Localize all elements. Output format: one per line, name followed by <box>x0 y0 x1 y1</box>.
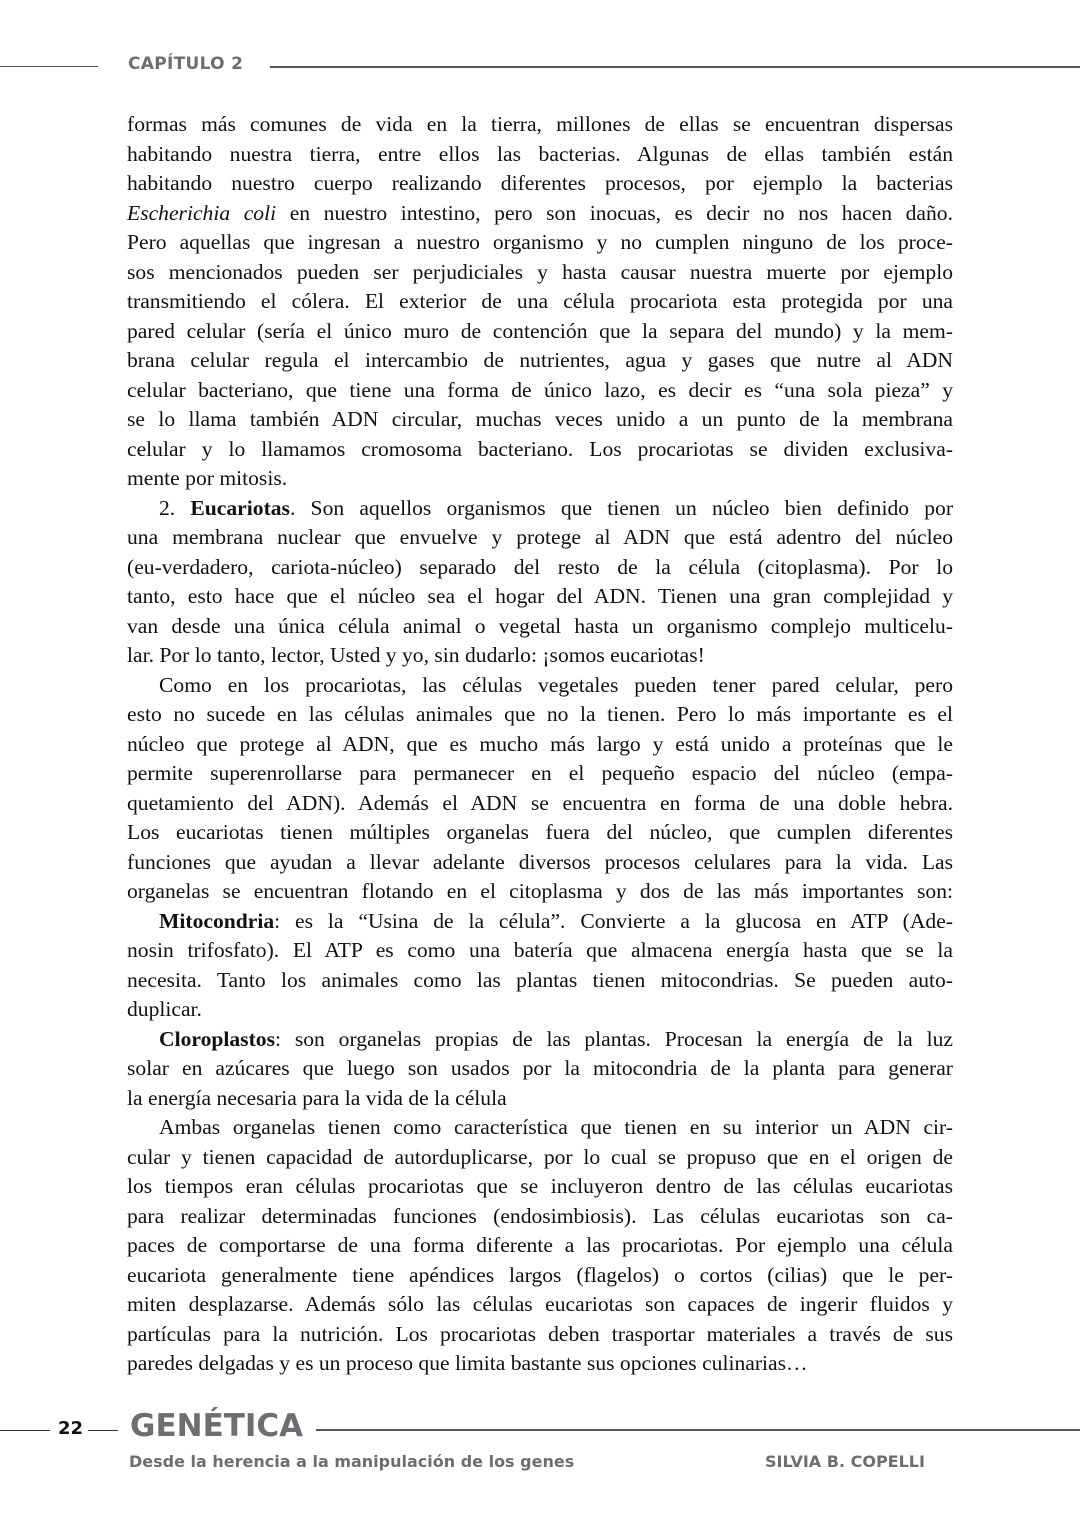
text-line: funciones que ayudan a llevar adelante diversos procesos celulares para la vida. Las <box>127 849 953 874</box>
footer-rule-left <box>0 1430 50 1431</box>
text-line: permite superenrollarse para permanecer en el pequeño espacio del núcleo (empa- <box>127 761 953 785</box>
text-line: Ambas organelas tienen como característica que tienen en su interior un ADN cir- <box>159 1115 953 1139</box>
term-bold: Cloroplastos <box>159 1026 275 1051</box>
author-name: SILVIA B. COPELLI <box>765 1452 925 1471</box>
text-line: (eu-verdadero, cariota-núcleo) separado del resto de la célula (citoplasma). Por lo <box>127 554 953 579</box>
text-line: sos mencionados pueden ser perjudiciales y hasta causar nuestra muerte por ejemplo <box>127 259 953 284</box>
text-line: celular bacteriano, que tiene una forma de único lazo, es decir es “una sola pieza” y <box>127 377 953 402</box>
text-line: partículas para la nutrición. Los procariotas deben trasportar materiales a través de sus <box>127 1321 953 1346</box>
text-line: celular y lo llamamos cromosoma bacteriano. Los procariotas se dividen exclusiva- <box>127 436 953 461</box>
chapter-label: CAPÍTULO 2 <box>128 54 244 74</box>
text-line: esto no sucede en las células animales que no la tienen. Pero lo más importante es el <box>127 702 953 726</box>
text-line: Escherichia coli en nuestro intestino, pero son inocuas, es decir no nos hacen daño. <box>127 200 954 225</box>
term-bold: Mitocondria <box>159 908 275 933</box>
text-line: paredes delgadas y es un proceso que limita bastante sus opciones culinarias… <box>127 1351 808 1375</box>
book-title: GENÉTICA <box>130 1408 304 1444</box>
text-line: Mitocondria: es la “Usina de la célula”. Convierte a la glucosa en ATP (Ade- <box>159 908 953 933</box>
text-line: núcleo que protege al ADN, que es mucho más largo y está unido a proteínas que le <box>127 731 953 756</box>
text-line: quetamiento del ADN). Además el ADN se encuentra en forma de una doble hebra. <box>127 790 953 815</box>
text-line: Como en los procariotas, las células vegetales pueden tener pared celular, pero <box>159 672 953 697</box>
text-line: nosin trifosfato). El ATP es como una batería que almacena energía hasta que se la <box>127 938 953 962</box>
text-line: Cloroplastos: son organelas propias de las plantas. Procesan la energía de la luz <box>159 1026 953 1051</box>
text-line: formas más comunes de vida en la tierra, millones de ellas se encuentran dispersas <box>127 112 953 136</box>
text-line: solar en azúcares que luego son usados por la mitocondria de la planta para generar <box>127 1056 953 1080</box>
body-text <box>127 110 953 1379</box>
text-line: lar. Por lo tanto, lector, Usted y yo, sin dudarlo: ¡somos eucariotas! <box>127 643 705 667</box>
text-line: Pero aquellas que ingresan a nuestro organismo y no cumplen ninguno de los proce- <box>127 230 953 254</box>
footer-rule-right <box>316 1429 1080 1431</box>
text-line: habitando nuestro cuerpo realizando diferentes procesos, por ejemplo la bacterias <box>127 171 953 195</box>
text-line: tanto, esto hace que el núcleo sea el hogar del ADN. Tienen una gran complejidad y <box>127 584 953 608</box>
text-line: paces de comportarse de una forma diferente a las procariotas. Por ejemplo una célula <box>127 1233 953 1257</box>
text-line: para realizar determinadas funciones (endosimbiosis). Las células eucariotas son ca- <box>127 1203 953 1228</box>
text-line: necesita. Tanto los animales como las plantas tienen mitocondrias. Se pueden auto- <box>127 967 953 992</box>
text-line: 2. Eucariotas. Son aquellos organismos que tienen un núcleo bien definido por <box>159 495 954 520</box>
text-line: miten desplazarse. Además sólo las células eucariotas son capaces de ingerir fluidos y <box>127 1292 953 1316</box>
text-line: pared celular (sería el único muro de contención que la separa del mundo) y la mem- <box>127 318 953 343</box>
text-line: la energía necesaria para la vida de la célula <box>127 1085 507 1110</box>
list-number: 2. <box>159 495 191 520</box>
text-line: Los eucariotas tienen múltiples organelas fuera del núcleo, que cumplen diferentes <box>127 820 953 844</box>
footer-rule-mid <box>88 1430 118 1431</box>
page-number: 22 <box>58 1418 84 1439</box>
text-line: transmitiendo el cólera. El exterior de una célula procariota esta protegida por una <box>127 289 953 313</box>
text-line: van desde una única célula animal o vegetal hasta un organismo complejo multicelu- <box>127 613 953 638</box>
text-line: cular y tienen capacidad de autorduplicarse, por lo cual se propuso que en el origen de <box>127 1144 953 1169</box>
header-rule-right <box>270 66 1080 68</box>
text-line: se lo llama también ADN circular, muchas veces unido a un punto de la membrana <box>127 407 953 431</box>
term-italic: Escherichia coli <box>127 200 277 225</box>
text-line: habitando nuestra tierra, entre ellos las bacterias. Algunas de ellas también están <box>127 141 953 166</box>
text-line: eucariota generalmente tiene apéndices largos (flagelos) o cortos (cilias) que le per- <box>127 1262 953 1287</box>
running-header <box>0 52 1080 82</box>
text-line: mente por mitosis. <box>127 466 288 490</box>
term-bold: Eucariotas <box>190 495 290 520</box>
text-line: los tiempos eran células procariotas que se incluyeron dentro de las células eucariotas <box>127 1174 953 1198</box>
text-line: brana celular regula el intercambio de nutrientes, agua y gases que nutre al ADN <box>127 348 953 372</box>
text-line: organelas se encuentran flotando en el citoplasma y dos de las más importantes son: <box>127 879 953 903</box>
header-rule-left <box>0 66 98 67</box>
text-line: una membrana nuclear que envuelve y protege al ADN que está adentro del núcleo <box>127 525 953 549</box>
book-subtitle: Desde la herencia a la manipulación de los genes <box>129 1452 575 1471</box>
text-line: duplicar. <box>127 997 202 1021</box>
running-footer <box>0 1408 1080 1482</box>
